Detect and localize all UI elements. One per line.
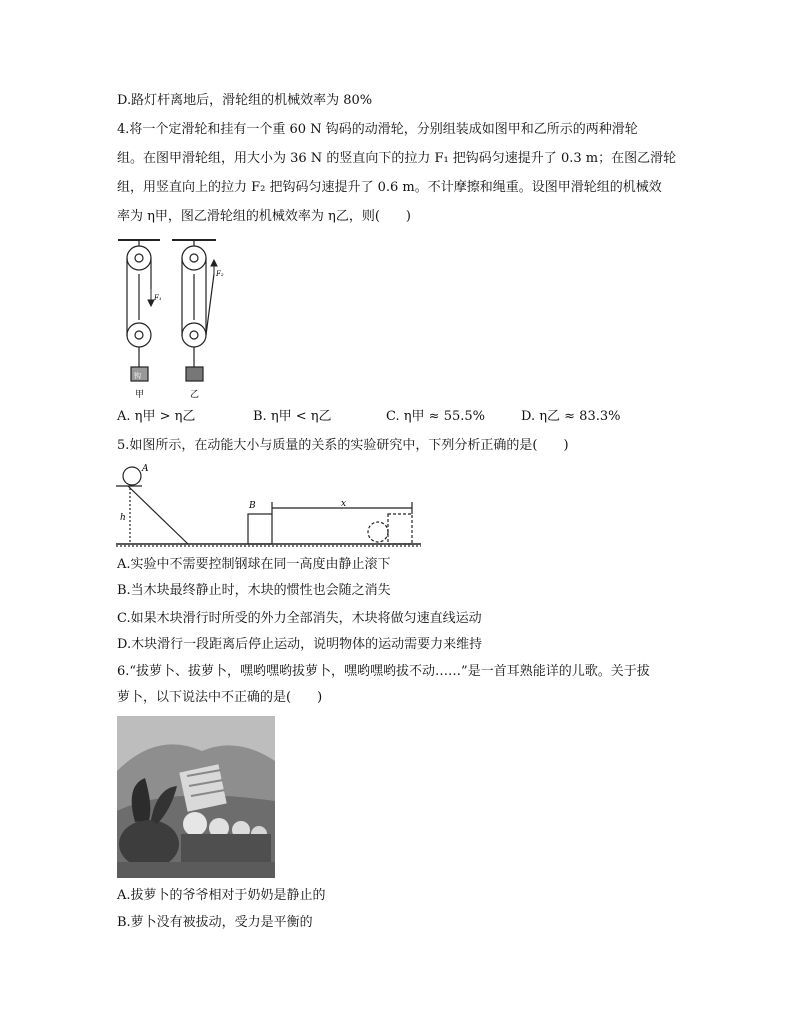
label-jia: 甲 [135, 390, 145, 400]
f1-label: F₁ [154, 294, 162, 302]
q4-option-b: B. η甲 < η乙 [253, 409, 332, 424]
weight-label: 钩 [134, 372, 141, 380]
block-label-b: B [249, 501, 256, 511]
q5-option-d: D.木块滑行一段距离后停止运动，说明物体的运动需要力来维持 [117, 637, 483, 652]
q4-option-a: A. η甲 > η乙 [117, 409, 196, 424]
q6-option-b: B.萝卜没有被拔动，受力是平衡的 [117, 915, 313, 930]
ball-label-a: A [142, 464, 149, 474]
f2-label: F₂ [216, 270, 224, 278]
pulley-figure [116, 234, 226, 402]
q4-option-d: D. η乙 ≈ 83.3% [521, 409, 621, 424]
q6-option-a: A.拔萝卜的爷爷相对于奶奶是静止的 [117, 888, 326, 903]
height-label-h: h [120, 513, 126, 523]
distance-label-x: x [341, 499, 347, 509]
q6-stem-line2: 萝卜，以下说法中不正确的是( ) [117, 690, 323, 705]
q4-option-c: C. η甲 ≈ 55.5% [386, 409, 485, 424]
q6-stem-line1: 6.“拔萝卜、拔萝卜，嘿哟嘿哟拔萝卜，嘿哟嘿哟拔不动……”是一首耳熟能详的儿歌。关于拔 [117, 664, 650, 679]
q4-stem-line3: 组，用竖直向上的拉力 F₂ 把钩码匀速提升了 0.6 m。不计摩擦和绳重。设图甲滑轮组的机械效 [117, 180, 662, 195]
q5-option-a: A.实验中不需要控制钢球在同一高度由静止滚下 [117, 557, 391, 572]
q3-option-d: D.路灯杆离地后，滑轮组的机械效率为 80% [117, 93, 373, 108]
label-yi: 乙 [190, 390, 200, 400]
q4-options [117, 405, 677, 425]
q5-option-c: C.如果木块滑行时所受的外力全部消失，木块将做匀速直线运动 [117, 611, 482, 626]
q5-option-b: B.当木块最终静止时，木块的惯性也会随之消失 [117, 583, 391, 598]
incline-figure [116, 462, 421, 550]
q4-stem-line4: 率为 η甲，图乙滑轮组的机械效率为 η乙，则( ) [117, 209, 411, 224]
q5-stem: 5.如图所示，在动能大小与质量的关系的实验研究中，下列分析正确的是( ) [117, 438, 569, 453]
q4-stem-line2: 组。在图甲滑轮组，用大小为 36 N 的竖直向下的拉力 F₁ 把钩码匀速提升了 0.3 m；在图乙滑轮 [117, 151, 677, 166]
q4-stem-line1: 4.将一个定滑轮和挂有一个重 60 N 钩码的动滑轮，分别组装成如图甲和乙所示的两种滑轮 [117, 122, 638, 137]
radish-illustration [117, 716, 275, 878]
